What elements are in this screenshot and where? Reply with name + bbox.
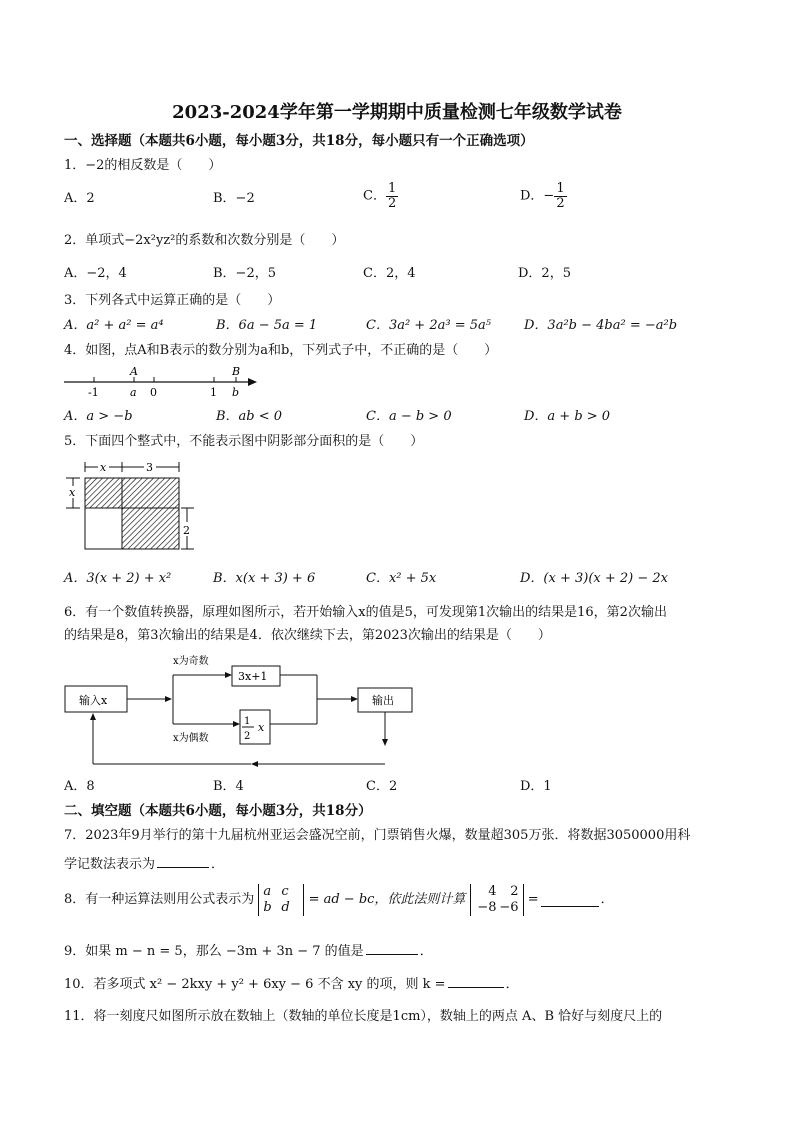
q4-option-c[interactable]: C．a − b > 0 bbox=[366, 409, 452, 424]
q5-stem: 5．下面四个整式中，不能表示图中阴影部分面积的是（ ） bbox=[64, 434, 424, 449]
q2-option-d[interactable]: D．2，5 bbox=[518, 266, 571, 281]
q8-line: 8．有一种运算法则用公式表示为 a c b d = ad − bc，依此法则计算 4 2 −8 −6 = ． bbox=[64, 884, 614, 915]
q3-option-a[interactable]: A．a² + a² = a⁴ bbox=[64, 318, 164, 333]
q6-odd-label: x为奇数 bbox=[173, 656, 209, 667]
q6-arrow-input bbox=[165, 696, 172, 702]
q6-input-label: 输入x bbox=[79, 694, 108, 707]
q6-arrow-even bbox=[233, 721, 240, 727]
q6-op1-label: 3x+1 bbox=[238, 670, 268, 683]
q5-shaded-top-right bbox=[122, 478, 179, 508]
q6-half-num: 1 bbox=[244, 716, 251, 727]
q6-even-label: x为偶数 bbox=[173, 733, 209, 744]
q3-option-d[interactable]: D．3a²b − 4ba² = −a²b bbox=[524, 318, 678, 333]
q4-label-neg1: -1 bbox=[88, 386, 99, 399]
q8-determinant-calc: 4 2 −8 −6 bbox=[470, 884, 524, 916]
q6-half-x: x bbox=[258, 721, 265, 734]
q11-line-1: 11．将一刻度尺如图所示放在数轴上（数轴的单位长度是1cm），数轴上的两点 A、B 恰好与刻度尺上的 bbox=[64, 1009, 663, 1024]
q6-half-den: 2 bbox=[244, 731, 251, 742]
q6-arrow-output bbox=[351, 696, 358, 702]
q6-option-b[interactable]: B．4 bbox=[213, 779, 244, 794]
q9-line: 9．如果 m − n = 5，那么 −3m + 3n − 7 的值是 ． bbox=[64, 944, 433, 959]
q8-determinant-def: a c b d bbox=[258, 884, 304, 916]
q4-label-B: B bbox=[232, 365, 241, 378]
q4-option-d[interactable]: D．a + b > 0 bbox=[524, 409, 611, 424]
q5-blank-bottom-left bbox=[85, 508, 122, 549]
q1-option-b[interactable]: B．−2 bbox=[213, 191, 255, 206]
q4-label-a: a bbox=[130, 386, 137, 399]
q2-option-a[interactable]: A．−2，4 bbox=[64, 266, 127, 281]
q1-option-c[interactable]: C． $\frac{1}{2}$ bbox=[363, 181, 397, 211]
q6-arrow-odd bbox=[225, 672, 232, 678]
q5-shaded-top-left bbox=[85, 478, 122, 508]
q4-option-a[interactable]: A．a > −b bbox=[64, 409, 133, 424]
q9-answer-blank[interactable] bbox=[366, 942, 418, 955]
q4-label-A: A bbox=[130, 365, 138, 378]
q1-option-a[interactable]: A．2 bbox=[64, 191, 95, 206]
q2-option-c[interactable]: C．2，4 bbox=[363, 266, 416, 281]
q5-area-figure bbox=[62, 456, 202, 556]
q1-c-den: 2 bbox=[387, 196, 397, 211]
q6-option-c[interactable]: C．2 bbox=[366, 779, 398, 794]
q4-number-line bbox=[62, 362, 262, 402]
q6-converter-diagram bbox=[60, 650, 400, 772]
q4-label-b: b bbox=[232, 386, 240, 399]
q1-stem: 1．−2的相反数是（ ） bbox=[64, 158, 222, 173]
q2-option-b[interactable]: B．−2，5 bbox=[213, 266, 276, 281]
q7-line-1: 7．2023年9月举行的第十九届杭州亚运会盛况空前，门票销售火爆，数量超305万张．将数据3050000用科 bbox=[64, 828, 691, 843]
q2-stem: 2．单项式−2x²yz²的系数和次数分别是（ ） bbox=[64, 233, 345, 248]
q6-line-1: 6．有一个数值转换器，原理如图所示，若开始输入x的值是5，可发现第1次输出的结果是16，第2次输出 bbox=[64, 605, 667, 620]
q1-d-den: 2 bbox=[556, 196, 565, 211]
q8-answer-blank[interactable] bbox=[541, 894, 599, 907]
q7-answer-blank[interactable] bbox=[157, 855, 209, 868]
q10-line: 10．若多项式 x² − 2kxy + y² + 6xy − 6 不含 xy 的项，则 k = ． bbox=[64, 977, 519, 992]
q6-arrow-down bbox=[382, 739, 388, 746]
q5-option-d[interactable]: D．(x + 3)(x + 2) − 2x bbox=[520, 571, 668, 586]
q4-stem: 4．如图，点A和B表示的数分别为a和b，下列式子中，不正确的是（ ） bbox=[64, 343, 498, 358]
section-2-heading: 二、填空题（本题共6小题，每小题3分，共18分） bbox=[64, 803, 372, 819]
section-1-heading: 一、选择题（本题共6小题，每小题3分，共18分，每小题只有一个正确选项） bbox=[64, 133, 534, 149]
q6-option-a[interactable]: A．8 bbox=[64, 779, 95, 794]
q6-output-label: 输出 bbox=[372, 694, 394, 707]
q3-option-c[interactable]: C．3a² + 2a³ = 5a⁵ bbox=[366, 318, 491, 333]
q5-label-x-left: x bbox=[69, 486, 76, 499]
q6-arrow-up bbox=[90, 713, 96, 720]
q7-line-2: 学记数法表示为 ． bbox=[64, 857, 225, 872]
exam-title: 2023-2024学年第一学期期中质量检测七年级数学试卷 bbox=[172, 102, 622, 123]
q6-line-2: 的结果是8，第3次输出的结果是4．依次继续下去，第2023次输出的结果是（ ） bbox=[64, 628, 551, 643]
q5-shaded-bottom-right bbox=[122, 508, 179, 549]
q1-d-num: 1 bbox=[556, 181, 565, 196]
q6-arrow-return bbox=[251, 761, 258, 767]
q4-option-b[interactable]: B．ab < 0 bbox=[216, 409, 283, 424]
q6-option-d[interactable]: D．1 bbox=[520, 779, 552, 794]
q1-c-num: 1 bbox=[387, 181, 397, 196]
q4-label-0: 0 bbox=[150, 386, 157, 399]
q5-label-2: 2 bbox=[183, 524, 190, 537]
q4-arrow-head bbox=[248, 378, 257, 386]
q5-label-3: 3 bbox=[146, 461, 153, 474]
q10-answer-blank[interactable] bbox=[448, 975, 504, 988]
q1-option-d[interactable]: D．− $\frac{1}{2}$ bbox=[520, 181, 565, 211]
q5-label-x-top: x bbox=[100, 461, 107, 474]
q3-stem: 3．下列各式中运算正确的是（ ） bbox=[64, 293, 281, 308]
q5-option-b[interactable]: B．x(x + 3) + 6 bbox=[213, 571, 316, 586]
q3-option-b[interactable]: B．6a − 5a = 1 bbox=[216, 318, 318, 333]
q5-option-c[interactable]: C．x² + 5x bbox=[366, 571, 437, 586]
q4-label-1: 1 bbox=[210, 386, 217, 399]
q5-option-a[interactable]: A．3(x + 2) + x² bbox=[64, 571, 172, 586]
